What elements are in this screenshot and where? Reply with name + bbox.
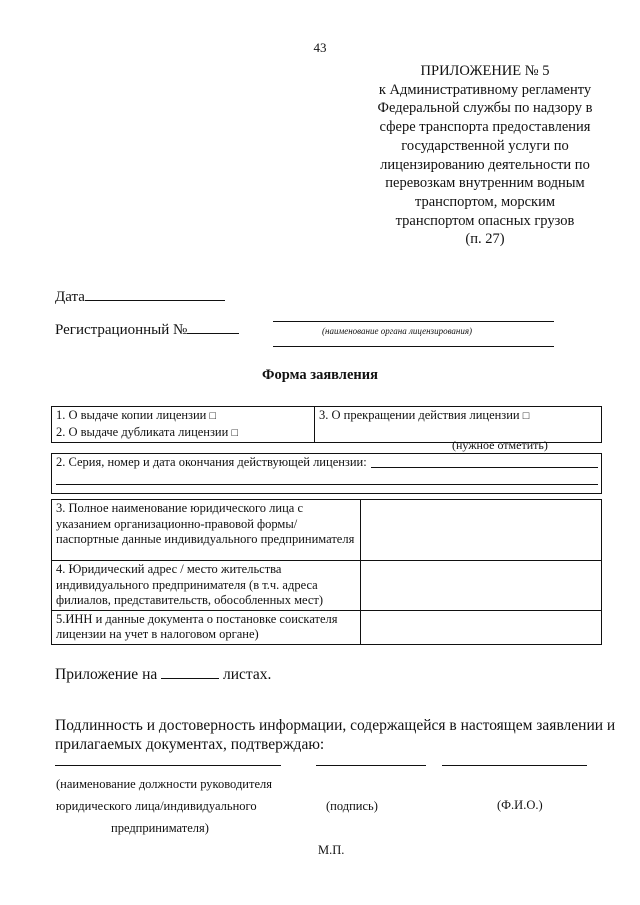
form-title: Форма заявления <box>262 367 378 383</box>
position-caption-3: предпринимателя) <box>111 821 209 835</box>
confirmation-line-2: прилагаемых документах, подтверждаю: <box>55 736 325 753</box>
fio-line[interactable] <box>442 765 587 766</box>
license-series-field[interactable] <box>371 467 598 468</box>
header-line: сфере транспорта предоставления <box>379 119 591 136</box>
header-line: транспортом, морским <box>414 193 556 210</box>
license-series-label: 2. Серия, номер и дата окончания действующей лицензии: <box>56 455 367 469</box>
header-line: ПРИЛОЖЕНИЕ № 5 <box>420 63 550 79</box>
attachment-row <box>55 663 271 684</box>
licensing-body-line[interactable] <box>273 321 554 322</box>
signature-line[interactable] <box>316 765 426 766</box>
reg-number-label: Регистрационный № <box>55 322 188 338</box>
position-caption-1: (наименование должности руководителя <box>56 777 272 791</box>
field-value-address[interactable] <box>361 561 602 611</box>
header-line: транспортом опасных грузов <box>395 212 575 229</box>
attachment-pages-field[interactable] <box>161 663 219 679</box>
checkbox-icon[interactable]: □ <box>231 426 239 439</box>
fio-caption: (Ф.И.О.) <box>497 798 543 812</box>
header-line: государственной услуги по <box>401 137 569 154</box>
applicant-table <box>51 499 602 645</box>
position-caption-2: юридического лица/индивидуального <box>56 799 257 813</box>
field-label-inn: 5.ИНН и данные документа о постановке соискателя лицензии на учет в налоговом органе) <box>52 610 361 644</box>
option-3-label: 3. О прекращении действия лицензии <box>319 408 520 422</box>
field-label-name: 3. Полное наименование юридического лица с указанием организационно-правовой формы/паспортные данные индивидуального предпринимателя <box>52 500 361 561</box>
checkbox-icon[interactable]: □ <box>522 410 530 422</box>
licensing-body-line-2[interactable] <box>273 346 554 347</box>
date-row <box>55 285 225 306</box>
option-1-label: 1. О выдаче копии лицензии <box>56 408 207 422</box>
attachment-prefix: Приложение на <box>55 666 158 683</box>
header-line: (п. 27) <box>465 231 505 248</box>
stamp-place: М.П. <box>318 843 345 857</box>
reg-row <box>55 318 239 339</box>
header-line: лицензированию деятельности по <box>380 156 590 173</box>
appendix-header <box>340 62 630 249</box>
option-2[interactable] <box>56 425 310 442</box>
checkbox-icon[interactable]: □ <box>209 410 217 422</box>
option-2-label: 2. О выдаче дубликата лицензии <box>56 424 229 439</box>
reg-number-field[interactable] <box>187 318 239 334</box>
option-1[interactable] <box>56 408 310 425</box>
mark-required-note: (нужное отметить) <box>452 438 548 452</box>
licensing-body-caption: (наименование органа лицензирования) <box>322 326 473 336</box>
license-series-table <box>51 453 602 494</box>
date-field[interactable] <box>85 285 225 301</box>
license-series-field-2[interactable] <box>56 484 598 485</box>
header-line: к Административному регламенту <box>378 81 592 98</box>
field-value-name[interactable] <box>361 500 602 561</box>
attachment-suffix: листах. <box>223 666 272 683</box>
page-number: 43 <box>313 40 327 55</box>
field-label-address: 4. Юридический адрес / место жительства индивидуального предпринимателя (в т.ч. адреса филиалов, представительств, обособленных мест) <box>52 561 361 611</box>
confirmation-line-1: Подлинность и достоверность информации, содержащейся в настоящем заявлении и <box>55 717 616 734</box>
header-line: Федеральной службы по надзору в <box>377 100 593 117</box>
date-label: Дата <box>55 289 85 305</box>
option-3[interactable] <box>319 408 597 425</box>
signature-caption: (подпись) <box>326 799 378 813</box>
position-line[interactable] <box>55 765 281 766</box>
header-line: перевозкам внутренним водным <box>385 175 585 192</box>
field-value-inn[interactable] <box>361 610 602 644</box>
